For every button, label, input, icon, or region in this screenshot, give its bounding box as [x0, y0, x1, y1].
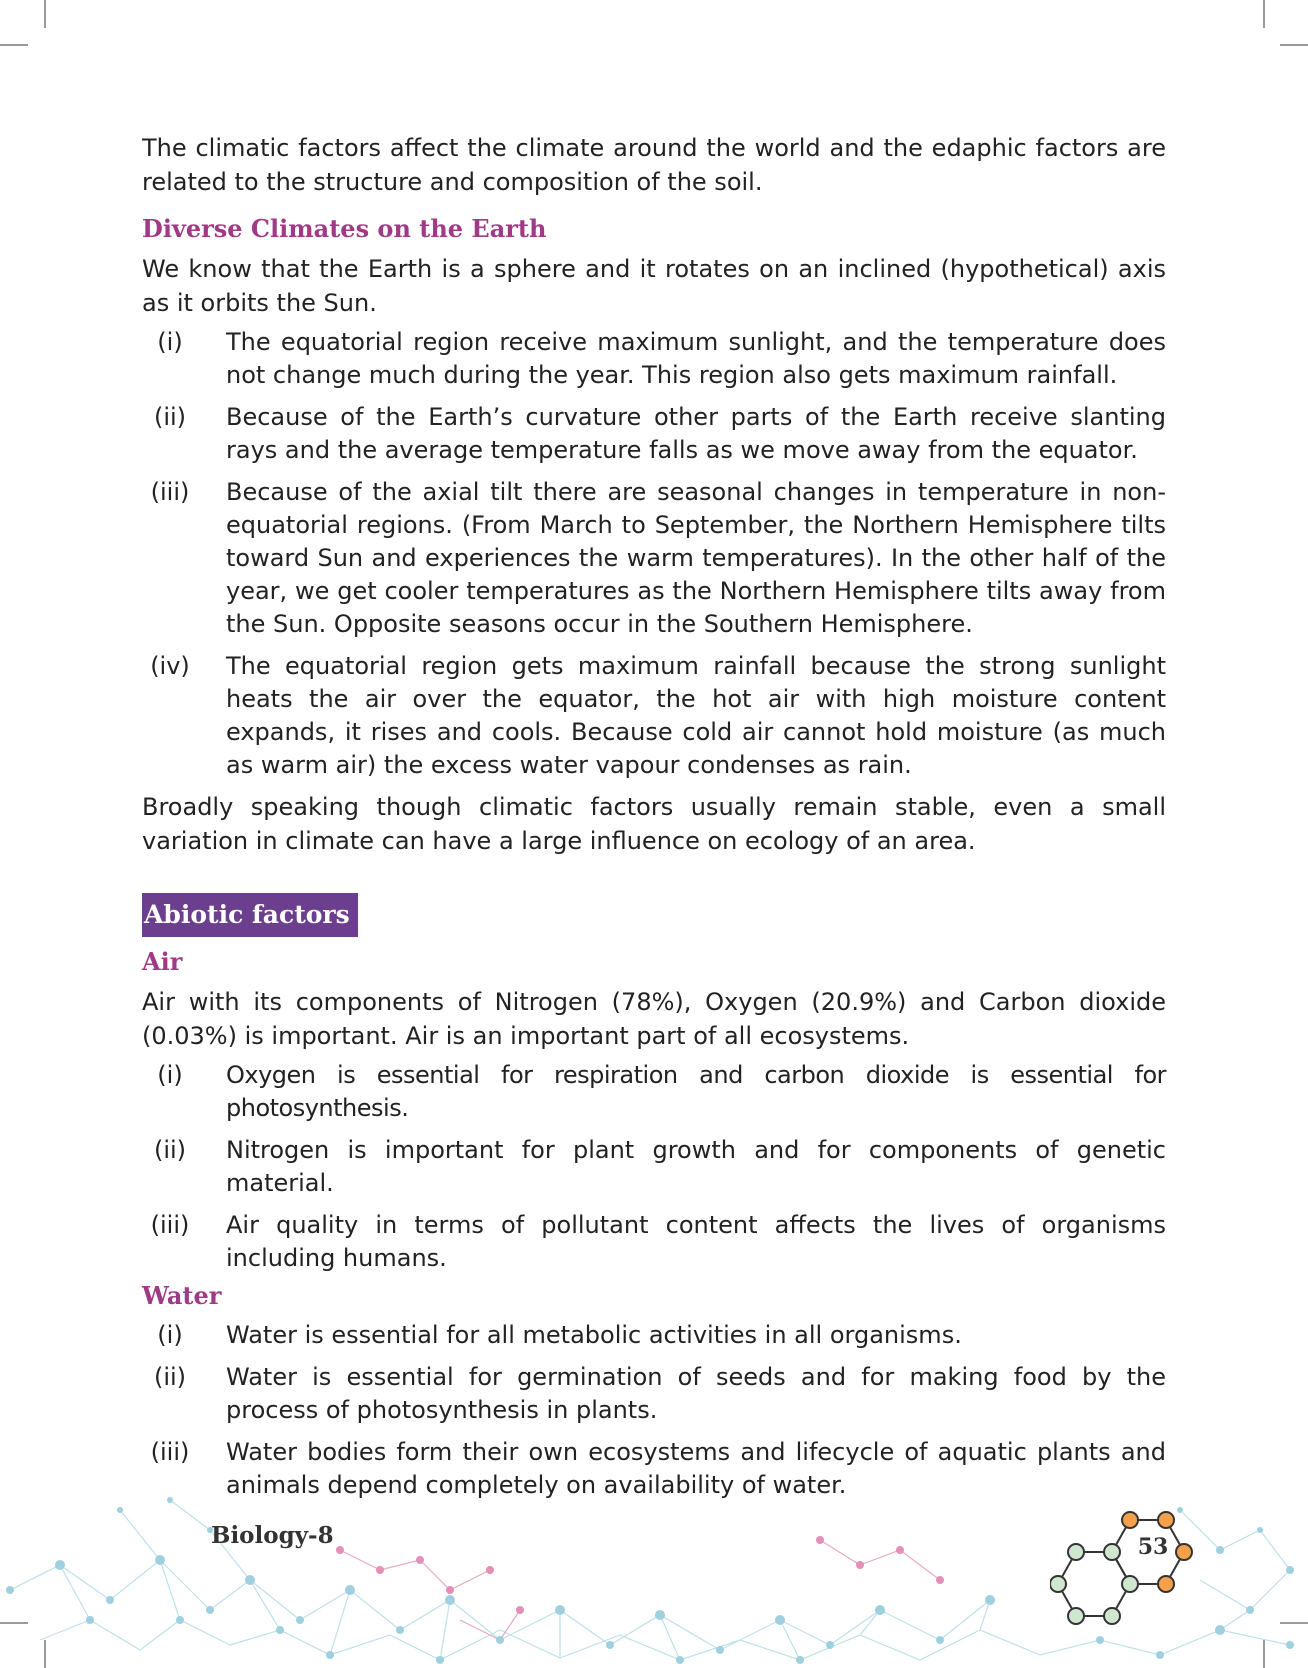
list-item [142, 1134, 1166, 1200]
list-number: (i) [157, 1321, 183, 1349]
list-number: (iv) [150, 652, 190, 680]
hexagon-page-emblem [1050, 1500, 1210, 1650]
list-item [142, 326, 1166, 392]
list-text: Oxygen is essential for respiration and carbon dioxide is essential for photosynthesis. [226, 1061, 1166, 1122]
book-title: Biology-8 [211, 1522, 334, 1549]
list-number: (ii) [153, 1363, 187, 1391]
list-text: Water is essential for germination of seeds and for making food by the process of photosynthesis in plants. [226, 1363, 1166, 1424]
list-item [142, 401, 1166, 467]
crop-mark [1263, 0, 1265, 28]
crop-mark [1280, 44, 1308, 46]
page-content [142, 131, 1166, 1502]
crop-mark [0, 44, 28, 46]
list-number: (iii) [150, 1438, 190, 1466]
closing-paragraph: Broadly speaking though climatic factors usually remain stable, even a small variation in climate can have a large influence on ecology of an area. [142, 793, 1166, 855]
list-text: Water bodies form their own ecosystems and lifecycle of aquatic plants and animals depend completely on availability of water. [226, 1438, 1166, 1499]
list-item [142, 1319, 1166, 1352]
list-number: (iii) [150, 478, 190, 506]
abiotic-section [142, 893, 1166, 937]
list-item [142, 1209, 1166, 1275]
list-number: (i) [157, 328, 183, 356]
list-text: Nitrogen is important for plant growth and for components of genetic material. [226, 1136, 1166, 1197]
diverse-intro-paragraph: We know that the Earth is a sphere and it rotates on an inclined (hypothetical) axis as it orbits the Sun. [142, 255, 1166, 317]
abiotic-heading: Abiotic factors [142, 893, 358, 937]
list-text: Air quality in terms of pollutant content affects the lives of organisms including humans. [226, 1211, 1166, 1272]
list-text: Because of the axial tilt there are seasonal changes in temperature in non-equatorial regions. (From March to September, the Northern Hemisphere tilts toward Sun and experiences the warm temperatures). In the other half of the year, we get cooler temperatures as the Northern Hemisphere tilts away from the Sun. Opposite seasons occur in the Southern Hemisphere. [226, 478, 1166, 638]
list-item [142, 476, 1166, 641]
air-list [142, 1059, 1166, 1275]
diverse-list [142, 326, 1166, 782]
list-item [142, 650, 1166, 782]
list-text: Because of the Earth’s curvature other parts of the Earth receive slanting rays and the average temperature falls as we move away from the equator. [226, 403, 1166, 464]
intro-paragraph: The climatic factors affect the climate around the world and the edaphic factors are related to the structure and composition of the soil. [142, 134, 1166, 196]
air-intro-paragraph: Air with its components of Nitrogen (78%), Oxygen (20.9%) and Carbon dioxide (0.03%) is important. Air is an important part of all ecosystems. [142, 988, 1166, 1050]
diverse-climates-heading: Diverse Climates on the Earth [142, 214, 547, 243]
list-number: (iii) [150, 1211, 190, 1239]
list-number: (i) [157, 1061, 183, 1089]
water-heading: Water [142, 1281, 222, 1310]
crop-mark [44, 0, 46, 28]
list-item [142, 1361, 1166, 1427]
list-text: Water is essential for all metabolic activities in all organisms. [226, 1321, 962, 1349]
list-text: The equatorial region gets maximum rainfall because the strong sunlight heats the air over the equator, the hot air with high moisture content expands, it rises and cools. Because cold air cannot hold moisture (as much as warm air) the excess water vapour condenses as rain. [226, 652, 1166, 779]
list-item [142, 1059, 1166, 1125]
list-text: The equatorial region receive maximum sunlight, and the temperature does not change much during the year. This region also gets maximum rainfall. [226, 328, 1166, 389]
page-number: 53 [1137, 1534, 1169, 1560]
list-number: (ii) [153, 1136, 187, 1164]
air-heading: Air [142, 947, 183, 976]
list-number: (ii) [153, 403, 187, 431]
